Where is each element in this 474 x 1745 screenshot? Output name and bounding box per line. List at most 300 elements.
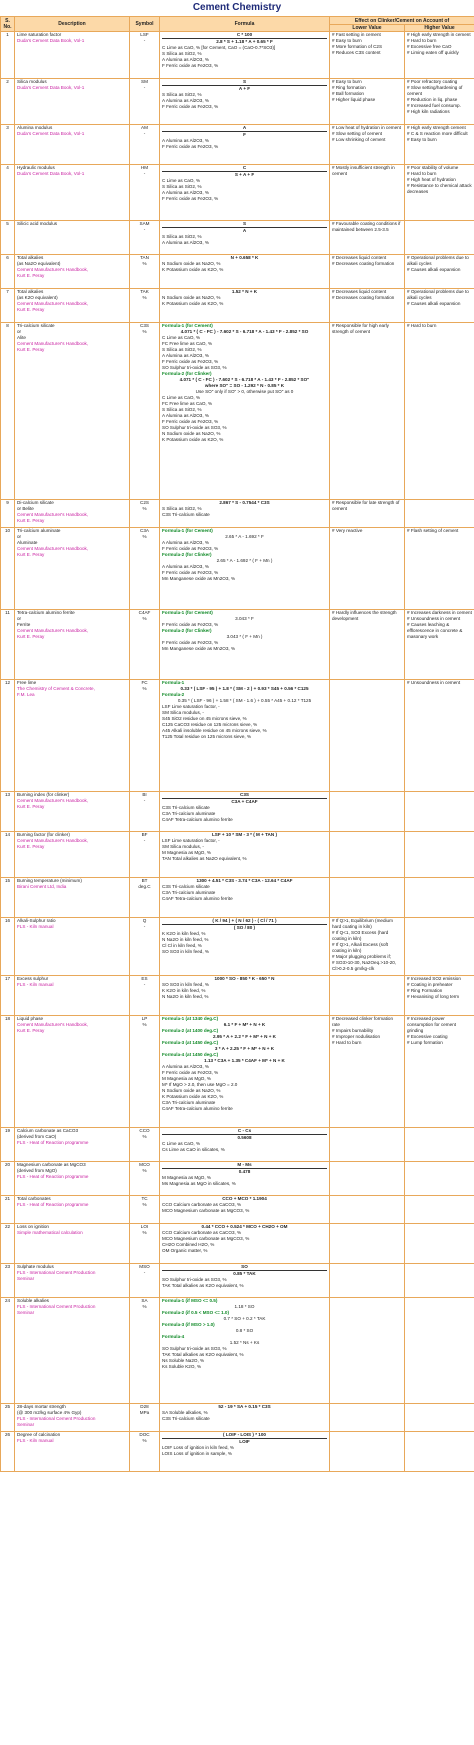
formula-line: N Sodium oxide as Na2O, %	[162, 431, 221, 436]
reference-text: Kurt E. Peray	[17, 844, 45, 849]
higher-value-cell	[405, 221, 474, 255]
description-cell	[15, 1162, 130, 1196]
lower-value-cell	[330, 289, 405, 323]
serial-number-cell: 18	[1, 1016, 15, 1128]
serial-number-cell: 1	[1, 32, 15, 79]
symbol-text: -	[143, 924, 146, 929]
symbol-text: SA	[141, 1298, 148, 1303]
formula-line: Ns Soluble Na2O, %	[162, 1358, 205, 1363]
formula-line: C - Cs	[162, 1128, 327, 1135]
description-text: Total carbonates	[17, 1196, 51, 1201]
header-formula: Formula	[160, 17, 330, 32]
description-text: Total alkalies	[17, 255, 44, 260]
reference-text: Duda's Cement Data Book, Vol-1	[17, 85, 85, 90]
description-cell	[15, 289, 130, 323]
formula-line: 52 - 19 * SA + 0.15 * C3S	[218, 1404, 271, 1409]
effect-item: # Decreases coating formation	[332, 295, 402, 301]
formula-line: 1.52 * Ns + Ks	[229, 1340, 260, 1345]
formula-cell	[160, 1264, 330, 1298]
formula-line: F Ferric oxide as Fe2O3, %	[162, 359, 219, 364]
formula-line: S	[162, 79, 327, 86]
description-cell	[15, 528, 130, 610]
serial-number-cell: 13	[1, 792, 15, 832]
formula-line: 2.65 * A - 1.692 * F	[225, 534, 264, 539]
formula-line: 0.44 * CCO + 0.524 * MCO + CH2O + OM	[201, 1224, 288, 1229]
effect-item: # C & S reaction more difficult	[407, 131, 472, 137]
serial-number-cell: 25	[1, 1404, 15, 1432]
description-text: or	[17, 329, 22, 334]
effect-item: # Unsoundness in cement	[407, 616, 472, 622]
formula-line: Formula-1 (if MSO <= 0.5)	[162, 1298, 218, 1303]
symbol-text: CCO	[139, 1128, 150, 1133]
symbol-text: BT	[141, 878, 148, 883]
effect-item: # Ball formation	[332, 91, 402, 97]
formula-line: F Ferric oxide as Fe2O3, %	[162, 622, 219, 627]
formula-line: LOIF Loss of ignition in kiln feed, %	[162, 1445, 235, 1450]
formula-line: Formula-2 (for Clinker)	[162, 628, 212, 633]
lower-value-cell	[330, 255, 405, 289]
formula-cell	[160, 610, 330, 680]
symbol-text: C3A	[140, 528, 149, 533]
lower-value-cell	[330, 1016, 405, 1128]
serial-number-cell: 5	[1, 221, 15, 255]
formula-line: N Sodium oxide as Na2O, %	[162, 295, 221, 300]
symbol-text: DOC	[139, 1432, 150, 1437]
effect-item: # High early strength cement	[407, 125, 472, 131]
description-text: Soluble alkalies	[17, 1298, 49, 1303]
page-title: Cement Chemistry	[192, 2, 282, 13]
formula-cell	[160, 221, 330, 255]
formula-line: Cl Cl in kiln feed, %	[162, 943, 202, 948]
formula-line: F Ferric oxide as Fe2O3, %	[162, 640, 219, 645]
description-cell	[15, 918, 130, 976]
higher-value-cell	[405, 1432, 474, 1472]
description-text: Alite	[17, 335, 26, 340]
description-text: 28-days mortar strength	[17, 1404, 66, 1409]
symbol-text: %	[142, 261, 147, 266]
formula-line: M - Ms	[162, 1162, 327, 1169]
higher-value-cell	[405, 1016, 474, 1128]
formula-line: 2.95 * A + 2.2 * F + M* + N + K	[213, 1034, 276, 1039]
description-cell	[15, 792, 130, 832]
formula-line: C4AF Tetra-calcium alumino ferrite	[162, 817, 233, 822]
table-row	[1, 1162, 474, 1196]
symbol-text: %	[142, 506, 147, 511]
formula-line: M Magnesia as MgO, %	[162, 850, 212, 855]
lower-value-cell	[330, 1432, 405, 1472]
description-text: Burning factor (for clinker)	[17, 832, 70, 837]
description-text: (as Na2O equivalent)	[17, 261, 61, 266]
header-sno: S. No.	[1, 17, 15, 32]
formula-line: Formula-1 (for Cement)	[162, 528, 213, 533]
description-cell	[15, 610, 130, 680]
formula-line: SO Sulphur tri-oxide as SO3, %	[162, 1346, 227, 1351]
reference-text: Kurt E. Peray	[17, 307, 45, 312]
formula-line: SA Soluble alkalies, %	[162, 1410, 208, 1415]
symbol-cell	[130, 1196, 160, 1224]
formula-line: N Sodium oxide as Na2O, %	[162, 1088, 221, 1093]
description-cell	[15, 976, 130, 1016]
effect-item: # Hard to burn	[332, 1040, 402, 1046]
formula-line: F Ferric oxide as Fe2O3, %	[162, 546, 219, 551]
reference-text: F.M. Lea	[17, 692, 35, 697]
formula-line: N + 0.658 * K	[230, 255, 259, 260]
effect-item: # High early strength in cement	[407, 32, 472, 38]
description-text: Sulphate modulus	[17, 1264, 54, 1269]
formula-line: Use SO" only if SO" > 0, otherwise put SO" as 0	[195, 389, 294, 394]
lower-value-cell	[330, 1298, 405, 1404]
symbol-text: -	[143, 38, 146, 43]
symbol-text: %	[142, 1134, 147, 1139]
reference-text: FLS - Heat of Reaction programme	[17, 1202, 89, 1207]
effect-item: # Slow setting/hardening of cement	[407, 85, 472, 97]
formula-line: N Na2O in kiln feed, %	[162, 994, 209, 999]
symbol-cell	[130, 1128, 160, 1162]
lower-value-cell	[330, 680, 405, 792]
effect-item: # Causes leaching & efflorescence in concrete & masonary work	[407, 622, 472, 640]
formula-line: A Alumina as Al2O3, %	[162, 190, 209, 195]
table-body	[1, 32, 474, 1472]
description-text: Loss on ignition	[17, 1224, 49, 1229]
reference-text: Cement Manufacturer's Handbook,	[17, 512, 89, 517]
symbol-text: FC	[141, 680, 148, 685]
formula-line: LOIF	[239, 1439, 250, 1444]
formula-line: C3A Tri-calcium aluminate	[162, 811, 216, 816]
formula-line: S Silica as SiO2, %	[162, 347, 202, 352]
description-text: Degree of calcination	[17, 1432, 61, 1437]
description-text: Alumina modulus	[17, 125, 53, 130]
serial-number-cell: 4	[1, 165, 15, 221]
formula-line: A + F	[238, 86, 251, 91]
symbol-cell	[130, 878, 160, 918]
higher-value-cell	[405, 1298, 474, 1404]
description-cell	[15, 1298, 130, 1404]
reference-text: Cement Manufacturer's Handbook,	[17, 628, 89, 633]
reference-text: FLS - Heat of Reaction programme	[17, 1174, 89, 1179]
formula-line: F Ferric oxide as Fe2O3, %	[162, 196, 219, 201]
table-row	[1, 832, 474, 878]
table-row	[1, 792, 474, 832]
formula-line: ( SO / 80 )	[233, 925, 256, 930]
higher-value-cell	[405, 289, 474, 323]
effect-item: # Higher liquid phase	[332, 97, 402, 103]
formula-cell	[160, 832, 330, 878]
symbol-text: TC	[141, 1196, 148, 1201]
formula-line: F Ferric oxide as Fe2O3, %	[162, 63, 219, 68]
symbol-text: %	[142, 1304, 147, 1309]
effect-item: # Responsible for late strength of cement	[332, 500, 402, 512]
header-lower-value: Lower Value	[330, 25, 405, 32]
table-row	[1, 976, 474, 1016]
symbol-cell	[130, 289, 160, 323]
symbol-text: %	[142, 1168, 147, 1173]
formula-line: MCO Magnesium carbonate as MgCO3, %	[162, 1208, 250, 1213]
reference-text: Cement Manufacturer's Handbook,	[17, 267, 89, 272]
higher-value-cell	[405, 165, 474, 221]
table-row	[1, 165, 474, 221]
description-text: Aluminate	[17, 540, 38, 545]
formula-line: C125 CaCO3 residue on 125 microns sieve, %	[162, 722, 258, 727]
formula-line: A Alumina as Al2O3, %	[162, 57, 209, 62]
lower-value-cell	[330, 792, 405, 832]
effect-item: # Causes alkali expansion	[407, 301, 472, 307]
reference-text: FLS - International Cement Production	[17, 1416, 96, 1421]
symbol-cell	[130, 1264, 160, 1298]
formula-line: T125 Total residue on 125 microns sieve, %	[162, 734, 252, 739]
lower-value-cell	[330, 1404, 405, 1432]
formula-line: 1.52 * N + K	[231, 289, 258, 294]
formula-line: Formula-2 (if 0.5 < MSO <= 1.0)	[162, 1310, 230, 1315]
description-text: Lime saturation factor	[17, 32, 62, 37]
formula-cell	[160, 1196, 330, 1224]
serial-number-cell: 14	[1, 832, 15, 878]
serial-number-cell: 23	[1, 1264, 15, 1298]
symbol-text: %	[142, 329, 147, 334]
symbol-text: HM	[140, 165, 149, 170]
lower-value-cell	[330, 1264, 405, 1298]
description-cell	[15, 680, 130, 792]
serial-number-cell: 12	[1, 680, 15, 792]
effect-item: # Hexanising of long term	[407, 994, 472, 1000]
symbol-text: -	[143, 227, 146, 232]
formula-line: 0.5608	[237, 1135, 252, 1140]
higher-value-cell	[405, 125, 474, 165]
effect-item: # Decreases liquid content	[332, 289, 402, 295]
formula-line: Formula-4 (at 1450 deg.C)	[162, 1052, 219, 1057]
formula-line: K K2O in kiln feed, %	[162, 931, 206, 936]
effect-item: # Poor refractory coating	[407, 79, 472, 85]
table-row	[1, 528, 474, 610]
formula-line: A Alumina as Al2O3, %	[162, 1064, 209, 1069]
description-text: Silica modulus	[17, 79, 47, 84]
serial-number-cell: 2	[1, 79, 15, 125]
formula-cell	[160, 680, 330, 792]
table-row	[1, 1264, 474, 1298]
formula-line: ( LOIF - LOIS ) * 100	[162, 1432, 327, 1439]
formula-line: 3 * A + 2.25 * F + M* + N + K	[214, 1046, 275, 1051]
table-row	[1, 1432, 474, 1472]
formula-line: C3S Tri-calcium silicate	[162, 1416, 210, 1421]
effect-item: # If Q<1, SO3 Excess (hard coating in kiln)	[332, 930, 402, 942]
effect-item: # Hard to burn	[407, 323, 472, 329]
description-text: Tetra-calcium alumino ferrite	[17, 610, 75, 615]
reference-text: Seminar	[17, 1310, 35, 1315]
formula-line: SO Sulphur tri-oxide as SO3, %	[162, 1277, 227, 1282]
formula-line: F Ferric oxide as Fe2O3, %	[162, 144, 219, 149]
effect-item: # Liming eaten off quickly	[407, 50, 472, 56]
higher-value-cell	[405, 976, 474, 1016]
formula-line: C4AF Tetra-calcium alumino ferrite	[162, 1106, 233, 1111]
higher-value-cell	[405, 680, 474, 792]
table-row	[1, 125, 474, 165]
symbol-text: %	[142, 1230, 147, 1235]
lower-value-cell	[330, 32, 405, 79]
formula-line: 0.8 * SO	[235, 1328, 254, 1333]
symbol-cell	[130, 1298, 160, 1404]
effect-item: # Operational problems due to alkali cycles	[407, 255, 472, 267]
serial-number-cell: 8	[1, 323, 15, 500]
symbol-text: %	[142, 534, 147, 539]
formula-line: F Ferric oxide as Fe2O3, %	[162, 419, 219, 424]
higher-value-cell	[405, 528, 474, 610]
serial-number-cell: 22	[1, 1224, 15, 1264]
description-text: (derived from CaO)	[17, 1134, 57, 1139]
formula-line: S	[162, 221, 327, 228]
symbol-cell	[130, 500, 160, 528]
description-text: Tri-calcium aluminate	[17, 528, 61, 533]
formula-line: 0.85 * TAK	[233, 1271, 256, 1276]
table-row	[1, 221, 474, 255]
reference-text: FLS - Kiln manual	[17, 1438, 54, 1443]
formula-line: SO SO3 in kiln feed, %	[162, 982, 209, 987]
symbol-text: C3S	[140, 323, 149, 328]
serial-number-cell: 10	[1, 528, 15, 610]
description-cell	[15, 500, 130, 528]
formula-cell	[160, 976, 330, 1016]
formula-line: S Silica as SiO2, %	[162, 407, 202, 412]
lower-value-cell	[330, 323, 405, 500]
table-row	[1, 610, 474, 680]
symbol-cell	[130, 1162, 160, 1196]
serial-number-cell: 20	[1, 1162, 15, 1196]
description-text: Excess sulphur	[17, 976, 49, 981]
formula-line: FC Free lime as CaO, %	[162, 341, 213, 346]
formula-line: SM Silica modulus, -	[162, 844, 204, 849]
symbol-text: SM	[141, 79, 148, 84]
effect-item: # Poor stability of volume	[407, 165, 472, 171]
header-symbol: Symbol	[130, 17, 160, 32]
description-text: or	[17, 534, 22, 539]
formula-line: TAK Total alkalies as K2O equivalent, %	[162, 1352, 244, 1357]
higher-value-cell	[405, 1196, 474, 1224]
description-cell	[15, 1264, 130, 1298]
effect-item: # Ring formation	[332, 85, 402, 91]
symbol-cell	[130, 680, 160, 792]
cement-chemistry-table	[0, 16, 474, 1472]
serial-number-cell: 7	[1, 289, 15, 323]
formula-line: CCO + MCO * 1.1904	[222, 1196, 267, 1201]
formula-line: 0.478	[238, 1169, 251, 1174]
lower-value-cell	[330, 221, 405, 255]
formula-line: 0.35 * ( LSF - 96 ) + 1.58 * ( SM - 1.6 ) + 0.55 * A45 + 0.12 * T125	[177, 698, 312, 703]
reference-text: Duda's Cement Data Book, Vol-1	[17, 131, 85, 136]
table-row	[1, 500, 474, 528]
formula-line: Formula-2 (for Clinker)	[162, 552, 212, 557]
formula-line: N Na2O in kiln feed, %	[162, 937, 209, 942]
formula-line: A Alumina as Al2O3, %	[162, 240, 209, 245]
effect-item: # Responsible for high early strength of cement	[332, 323, 402, 335]
formula-cell	[160, 792, 330, 832]
formula-cell	[160, 165, 330, 221]
symbol-cell	[130, 221, 160, 255]
formula-line: K Potassium oxide as K2O, %	[162, 301, 224, 306]
formula-line: C Lime as CaO, %	[162, 395, 201, 400]
formula-line: C3S Tri-calcium silicate	[162, 805, 210, 810]
formula-line: Formula-1 (for Cement)	[162, 323, 213, 328]
effect-item: # Very reactive	[332, 528, 402, 534]
effect-item: # Decreased clinker formation rate	[332, 1016, 402, 1028]
lower-value-cell	[330, 500, 405, 528]
symbol-text: SAM	[139, 221, 150, 226]
formula-line: K Potassium oxide as K2O, %	[162, 1094, 224, 1099]
formula-line: C3A + C4AF	[231, 799, 258, 804]
description-cell	[15, 832, 130, 878]
formula-cell	[160, 79, 330, 125]
formula-line: 4.071 * ( C - FC ) - 7.602 * S - 6.718 * A - 1.43 * F - 2.852 * SO"	[179, 377, 310, 382]
formula-line: C	[162, 165, 327, 172]
symbol-text: C4AF	[138, 610, 151, 615]
formula-line: S Silica as SiO2, %	[162, 184, 202, 189]
description-text: Magnesium carbonate as MgCO3	[17, 1162, 86, 1167]
formula-line: SM Silica modulus, -	[162, 710, 204, 715]
reference-text: Kurt E. Peray	[17, 347, 45, 352]
description-cell	[15, 323, 130, 500]
formula-line: SO Sulphur tri-oxide as SO3, %	[162, 365, 227, 370]
formula-line: 6.1 * F + M* + N + K	[223, 1022, 266, 1027]
reference-text: FLS - Kiln manual	[17, 982, 54, 987]
lower-value-cell	[330, 878, 405, 918]
symbol-text: %	[142, 686, 147, 691]
symbol-cell	[130, 610, 160, 680]
formula-line: Mn Manganese oxide as Mn2O3, %	[162, 576, 236, 581]
lower-value-cell	[330, 610, 405, 680]
formula-line: Formula-1	[162, 680, 185, 685]
description-text: Calcium carbonate as CaCO3	[17, 1128, 79, 1133]
lower-value-cell	[330, 1224, 405, 1264]
description-cell	[15, 221, 130, 255]
lower-value-cell	[330, 918, 405, 976]
description-text: Hydraulic modulus	[17, 165, 55, 170]
description-cell	[15, 1432, 130, 1472]
reference-text: Birani Cement Ltd, India	[17, 884, 67, 889]
symbol-text: MSO	[139, 1264, 150, 1269]
formula-line: 0.7 * SO + 0.2 * TAK	[223, 1316, 266, 1321]
symbol-text: -	[143, 85, 146, 90]
symbol-cell	[130, 528, 160, 610]
effect-item: # Easy to burn	[407, 137, 472, 143]
higher-value-cell	[405, 500, 474, 528]
formula-cell	[160, 125, 330, 165]
symbol-text: TAN	[140, 255, 149, 260]
effect-item: # Excessive free CaO	[407, 44, 472, 50]
effect-item: # Increased fuel consump.	[407, 103, 472, 109]
formula-line: S Silica as SiO2, %	[162, 234, 202, 239]
symbol-cell	[130, 1404, 160, 1432]
reference-text: Kurt E. Peray	[17, 634, 45, 639]
formula-cell	[160, 1432, 330, 1472]
lower-value-cell	[330, 1196, 405, 1224]
effect-item: # Ring Formation	[407, 988, 472, 994]
effect-item: # Fast setting in cement	[332, 32, 402, 38]
formula-cell	[160, 528, 330, 610]
effect-item: # Resistance to chemical attack decreases	[407, 183, 472, 195]
formula-cell	[160, 1404, 330, 1432]
effect-item: # Reduces C3S content	[332, 50, 402, 56]
description-text: Burning index (for clinker)	[17, 792, 70, 797]
effect-item: # If Q>1, Equilibrium (medium hard coating in kiln)	[332, 918, 402, 930]
formula-cell	[160, 1162, 330, 1196]
symbol-text: -	[143, 982, 146, 987]
lower-value-cell	[330, 1162, 405, 1196]
table-row	[1, 1196, 474, 1224]
effect-item: # High heat of hydration	[407, 177, 472, 183]
symbol-text: BI	[142, 792, 147, 797]
effect-item: # More formation of C2S	[332, 44, 402, 50]
formula-cell	[160, 1128, 330, 1162]
formula-line: C3S Tri-calcium silicate	[162, 884, 210, 889]
formula-line: Formula-2	[162, 692, 185, 697]
formula-cell	[160, 255, 330, 289]
